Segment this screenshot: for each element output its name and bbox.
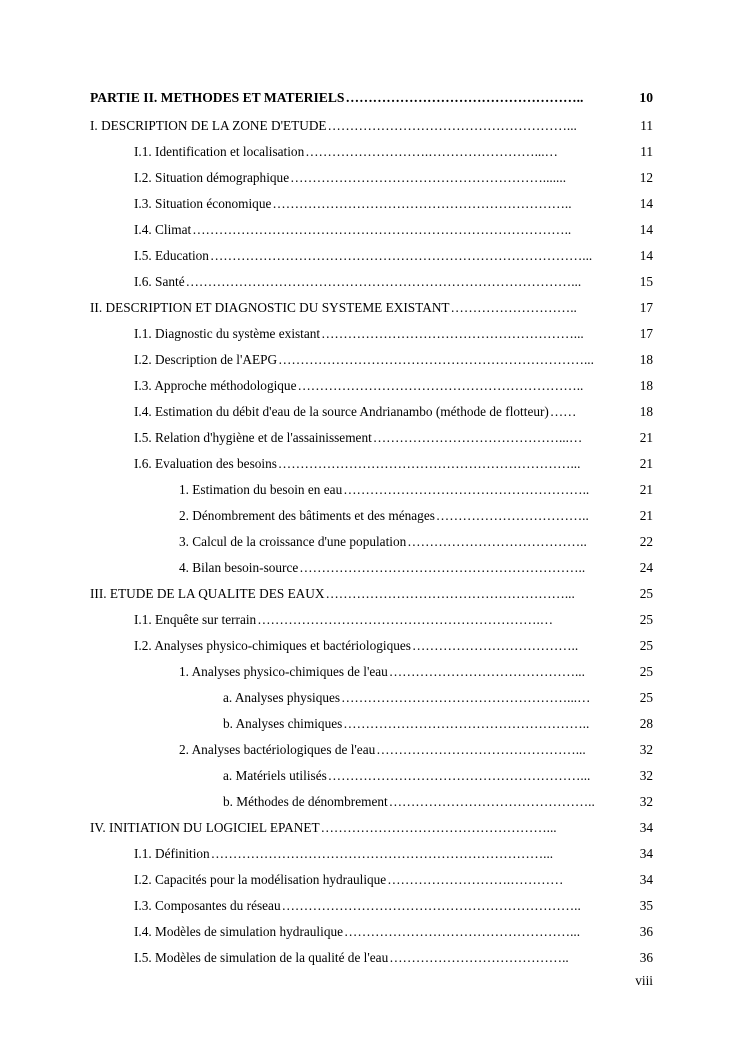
- toc-entry-page: 34: [639, 820, 653, 835]
- toc-entry-page: 22: [639, 534, 653, 549]
- toc-entry-title: I.4. Estimation du débit d'eau de la source Andrianambo (méthode de flotteur): [134, 404, 549, 419]
- toc-leader-dots: ………………………………..: [411, 638, 579, 653]
- toc-entry: [134, 325, 653, 343]
- toc-entry-page: 14: [639, 248, 653, 263]
- toc-leader-dots: ………………………………………………...: [325, 586, 575, 601]
- toc-entry-title: 3. Calcul de la croissance d'une population: [179, 534, 407, 549]
- toc-leader-dots: …………………………………………………………..: [281, 898, 581, 913]
- toc-entry: [134, 611, 653, 629]
- toc-entry-title: a. Analyses physiques: [223, 690, 341, 705]
- toc-entry-title: I.5. Relation d'hygiène et de l'assainissement: [134, 430, 372, 445]
- toc-entry-title: I.1. Enquête sur terrain: [134, 612, 257, 627]
- toc-leader-dots: ………………………………………………………..: [297, 378, 584, 393]
- toc-entry: [134, 273, 653, 291]
- toc-entry-page: 25: [639, 612, 653, 627]
- toc-entry-title: I.5. Education: [134, 248, 209, 263]
- toc-entry: [134, 377, 653, 395]
- toc-entry-title: I.1. Identification et localisation: [134, 144, 305, 159]
- toc-entry-page: 24: [639, 560, 653, 575]
- toc-entry-title: I.1. Définition: [134, 846, 210, 861]
- toc-entry-title: a. Matériels utilisés: [223, 768, 327, 783]
- toc-leader-dots: ……………………………………………………………...: [278, 352, 594, 367]
- toc-entry-page: 21: [639, 482, 653, 497]
- toc-entry-page: 28: [639, 716, 653, 731]
- toc-entry-title: II. DESCRIPTION ET DIAGNOSTIC DU SYSTEME EXISTANT: [90, 300, 450, 315]
- toc-leader-dots: ………………………………………………..: [343, 716, 590, 731]
- toc-leader-dots: ……………………….…………: [387, 872, 564, 887]
- toc-leader-dots: ……………………….……………………...…: [305, 144, 558, 159]
- toc-leader-dots: ……………………………………………...: [320, 820, 557, 835]
- toc-entry-title: b. Méthodes de dénombrement: [223, 794, 388, 809]
- toc-entry: [179, 507, 653, 525]
- toc-leader-dots: ………………………………………………...: [327, 118, 577, 133]
- toc-leader-dots: ……………………………..: [435, 508, 589, 523]
- toc-leader-dots: ……………………………………………..: [345, 90, 584, 105]
- toc-entry-page: 17: [639, 300, 653, 315]
- toc-entry-page: 18: [639, 378, 653, 393]
- toc-entry-page: 36: [639, 924, 653, 939]
- toc-entry-page: 25: [639, 664, 653, 679]
- toc-entry-page: 25: [639, 690, 653, 705]
- toc-entry: [179, 741, 653, 759]
- toc-entry: [179, 481, 653, 499]
- toc-entry-title: I.4. Modèles de simulation hydraulique: [134, 924, 344, 939]
- toc-entry-page: 21: [639, 456, 653, 471]
- toc-entry: [134, 195, 653, 213]
- toc-entry: [134, 169, 653, 187]
- toc-entry: [134, 845, 653, 863]
- toc-entry: [134, 351, 653, 369]
- toc-entry: [90, 299, 653, 317]
- toc-entry: [223, 793, 653, 811]
- toc-entry-page: 18: [639, 352, 653, 367]
- toc-entry-title: 2. Dénombrement des bâtiments et des ménages: [179, 508, 435, 523]
- toc-entry-page: 11: [640, 144, 653, 159]
- toc-leader-dots: ………………………………………...: [376, 742, 586, 757]
- toc-entry-title: I.3. Situation économique: [134, 196, 272, 211]
- toc-entry: [134, 403, 653, 421]
- toc-entry-title: 2. Analyses bactériologiques de l'eau: [179, 742, 376, 757]
- toc-entry: [179, 533, 653, 551]
- toc-leader-dots: ………………………………………………..: [343, 482, 590, 497]
- page-number: viii: [635, 973, 653, 988]
- toc-entry-title: I. DESCRIPTION DE LA ZONE D'ETUDE: [90, 118, 327, 133]
- toc-entry-page: 35: [639, 898, 653, 913]
- toc-entry: [134, 221, 653, 239]
- toc-leader-dots: …………………………………………………………...: [277, 456, 581, 471]
- toc-leader-dots: ……………………………………...…: [372, 430, 583, 445]
- toc-entry: [179, 559, 653, 577]
- toc-entry: [134, 897, 653, 915]
- toc-entry-title: b. Analyses chimiques: [223, 716, 343, 731]
- toc-entry: [223, 767, 653, 785]
- toc-leader-dots: ………………………………………..: [388, 794, 595, 809]
- toc-entry-page: 21: [639, 508, 653, 523]
- toc-entry: [90, 117, 653, 135]
- toc-entry-page: 14: [639, 196, 653, 211]
- toc-leader-dots: ……………………………………………...…: [341, 690, 591, 705]
- toc-entry: [223, 689, 653, 707]
- toc-entry: [134, 247, 653, 265]
- toc-entry-title: I.3. Composantes du réseau: [134, 898, 281, 913]
- toc-leader-dots: …………………………………………………………..: [272, 196, 572, 211]
- toc-entry: [134, 949, 653, 967]
- toc-entry-page: 11: [640, 118, 653, 133]
- toc-entry-page: 12: [639, 170, 653, 185]
- toc-entry-title: I.2. Description de l'AEPG: [134, 352, 278, 367]
- toc-entry-page: 32: [639, 794, 653, 809]
- toc-entry-title: I.2. Analyses physico-chimiques et bactériologiques: [134, 638, 411, 653]
- toc-leader-dots: …………………………………..: [407, 534, 587, 549]
- toc-entry: [134, 871, 653, 889]
- toc-entry-page: 15: [639, 274, 653, 289]
- toc-entry-page: 36: [639, 950, 653, 965]
- toc-leader-dots: ……………………………………………………………………………...: [185, 274, 582, 289]
- toc-entry-page: 34: [639, 846, 653, 861]
- toc-entry-title: I.5. Modèles de simulation de la qualité de l'eau: [134, 950, 389, 965]
- toc-entry-page: 18: [639, 404, 653, 419]
- toc-entry-page: 25: [639, 586, 653, 601]
- toc-leader-dots: …………………………………..: [389, 950, 569, 965]
- toc-entry-title: I.1. Diagnostic du système existant: [134, 326, 321, 341]
- toc-entry-page: 34: [639, 872, 653, 887]
- toc-leader-dots: ………………………………………………….......: [290, 170, 567, 185]
- toc-entry-title: I.2. Situation démographique: [134, 170, 290, 185]
- toc-entry-page: 32: [639, 742, 653, 757]
- toc-entry-title: 1. Analyses physico-chimiques de l'eau: [179, 664, 388, 679]
- toc-entry: [90, 585, 653, 603]
- toc-entry-title: I.4. Climat: [134, 222, 192, 237]
- toc-entry-page: 32: [639, 768, 653, 783]
- toc-entry: [134, 455, 653, 473]
- toc-leader-dots: ………………………………………………………..: [299, 560, 586, 575]
- toc-entry: [134, 429, 653, 447]
- toc-leader-dots: …………………………………………………...: [321, 326, 584, 341]
- toc-entry-title: III. ETUDE DE LA QUALITE DES EAUX: [90, 586, 325, 601]
- toc-entry-page: 10: [639, 90, 653, 105]
- toc-entry-page: 21: [639, 430, 653, 445]
- toc-entry: [134, 143, 653, 161]
- toc-entry: [134, 637, 653, 655]
- toc-entry: [90, 819, 653, 837]
- toc-entry: [134, 923, 653, 941]
- toc-entry: [90, 89, 653, 107]
- toc-leader-dots: ……………………………………………………….…: [257, 612, 554, 627]
- toc-leader-dots: ……………………………………………...: [344, 924, 581, 939]
- toc-leader-dots: …………………………………………………...: [327, 768, 591, 783]
- toc-entry: [179, 663, 653, 681]
- toc-entry-title: I.2. Capacités pour la modélisation hydraulique: [134, 872, 387, 887]
- toc-entry-title: 4. Bilan besoin-source: [179, 560, 299, 575]
- toc-entry-title: I.3. Approche méthodologique: [134, 378, 297, 393]
- toc-entry-title: PARTIE II. METHODES ET MATERIELS: [90, 90, 345, 105]
- toc-entry-title: 1. Estimation du besoin en eau: [179, 482, 343, 497]
- toc-entry-title: IV. INITIATION DU LOGICIEL EPANET: [90, 820, 320, 835]
- toc-entry-page: 17: [639, 326, 653, 341]
- toc-leader-dots: …………………………………………………………………………..: [192, 222, 572, 237]
- toc-entry-title: I.6. Evaluation des besoins: [134, 456, 277, 471]
- toc-entry: [223, 715, 653, 733]
- toc-entry-title: I.6. Santé: [134, 274, 185, 289]
- toc-entry-page: 14: [639, 222, 653, 237]
- toc-leader-dots: ………………………..: [450, 300, 577, 315]
- toc-leader-dots: ……: [549, 404, 577, 419]
- toc-leader-dots: …………………………………………………………………...: [210, 846, 554, 861]
- toc-leader-dots: …………………………………………………………………………...: [209, 248, 593, 263]
- toc-leader-dots: ……………………………………...: [388, 664, 585, 679]
- toc-entry-page: 25: [639, 638, 653, 653]
